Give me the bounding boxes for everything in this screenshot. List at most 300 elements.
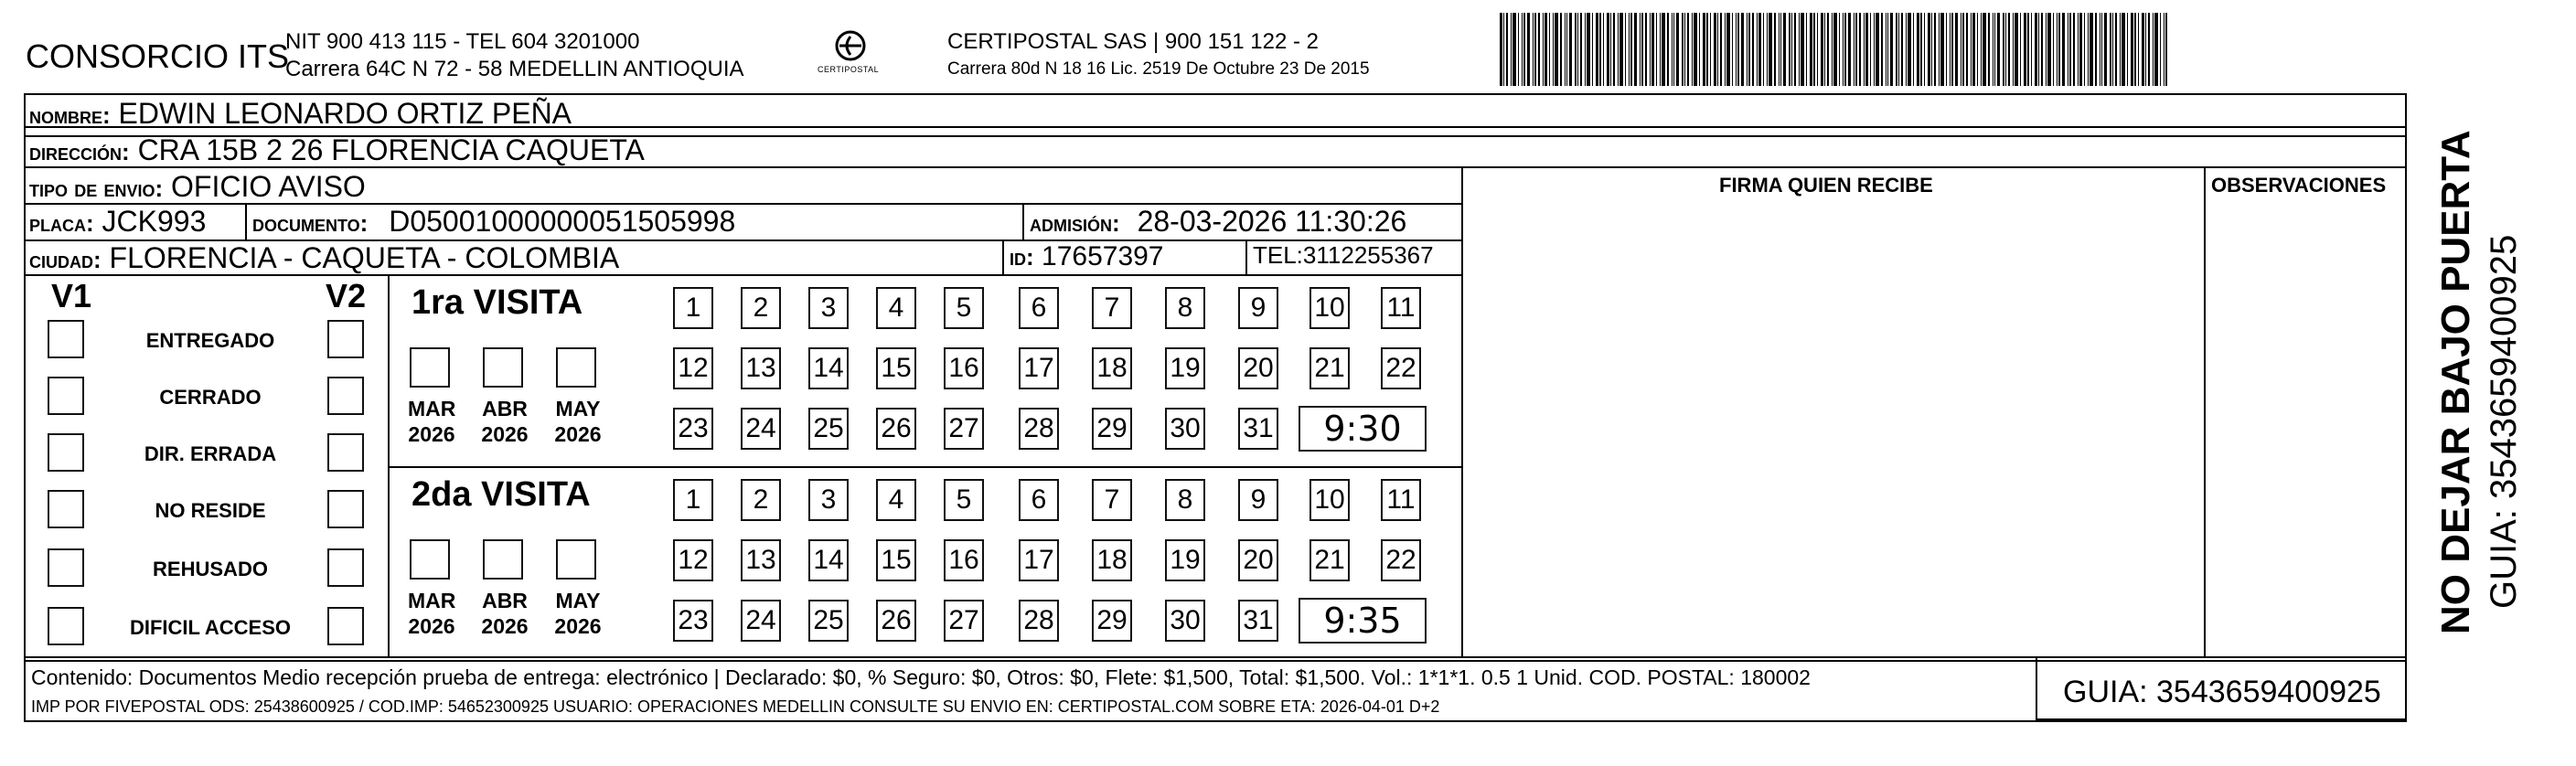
- barcode-bar: [2122, 13, 2125, 86]
- barcode-bar: [1645, 13, 1647, 86]
- barcode-bar: [2101, 13, 2102, 86]
- barcode-bar: [1610, 13, 1611, 86]
- day-box[interactable]: 31: [1238, 408, 1278, 450]
- barcode-bar: [1672, 13, 1673, 86]
- barcode-bar: [1629, 13, 1630, 86]
- barcode-bar: [1934, 13, 1936, 86]
- tipo-row: [29, 172, 366, 201]
- day-box[interactable]: 10: [1309, 479, 1350, 521]
- day-box[interactable]: 28: [1019, 408, 1059, 450]
- tipo-value: OFICIO AVISO: [171, 170, 366, 203]
- id-label: id:: [1010, 243, 1034, 271]
- day-box[interactable]: 11: [1381, 287, 1421, 329]
- barcode-bar: [1833, 13, 1837, 86]
- day-box[interactable]: 25: [808, 600, 849, 642]
- barcode-bar: [1931, 13, 1932, 86]
- tel-value: 3112255367: [1302, 241, 1434, 269]
- barcode-bar: [2115, 13, 2117, 86]
- barcode-bar: [1906, 13, 1907, 86]
- barcode-bar: [1518, 13, 1519, 86]
- month-year: 2026: [481, 422, 529, 446]
- day-box[interactable]: 24: [741, 408, 781, 450]
- barcode-bar: [2069, 13, 2071, 86]
- barcode-bar: [2035, 13, 2037, 86]
- admision-value: 28-03-2026 11:30:26: [1137, 205, 1407, 238]
- side-guia: GUIA: 3543659400925: [2484, 234, 2524, 609]
- day-box[interactable]: 26: [876, 600, 916, 642]
- barcode-bar: [1994, 13, 1995, 86]
- barcode-bar: [2015, 13, 2018, 86]
- month-year: 2026: [408, 422, 455, 446]
- day-box[interactable]: 4: [876, 287, 916, 329]
- admision-label: admisión:: [1030, 209, 1120, 237]
- barcode-bar: [2053, 13, 2054, 86]
- admision-row: [1030, 207, 1406, 236]
- barcode-bar: [1566, 13, 1567, 86]
- contenido-text: Contenido: Documentos Medio recepción prueba de entrega: electrónico | Declarado: $0, % Seguro: $0, Otros: $0, Flete: $1,500, Total: $1,500. Vol.: 1*1*1. 0.5 1 Unid. COD. POSTAL: 180002: [31, 665, 1811, 689]
- barcode-bar: [2041, 13, 2043, 86]
- day-box[interactable]: 6: [1019, 287, 1059, 329]
- status-v1-checkbox[interactable]: [48, 490, 84, 528]
- status-v1-checkbox[interactable]: [48, 377, 84, 415]
- barcode-bar: [1714, 13, 1716, 86]
- id-value: 17657397: [1042, 241, 1164, 271]
- status-v2-checkbox[interactable]: [327, 607, 364, 645]
- barcode-bar: [1928, 13, 1930, 86]
- barcode-bar: [1748, 13, 1750, 86]
- barcode-bar: [1864, 13, 1865, 86]
- barcode-bar: [2160, 13, 2161, 86]
- month-year: 2026: [481, 614, 529, 638]
- barcode-bar: [1577, 13, 1578, 86]
- day-box[interactable]: 11: [1381, 479, 1421, 521]
- barcode-bar: [1951, 13, 1953, 86]
- placa-label: placa:: [29, 209, 94, 237]
- barcode-bar: [1725, 13, 1726, 86]
- barcode-bar: [1549, 13, 1550, 86]
- day-box[interactable]: 27: [944, 408, 984, 450]
- barcode-bar: [1789, 13, 1790, 86]
- barcode-bar: [1806, 13, 1807, 86]
- visit-title: 1ra VISITA: [412, 283, 583, 322]
- barcode-bar: [2020, 13, 2021, 86]
- barcode-bar: [2110, 13, 2111, 86]
- day-box[interactable]: 10: [1309, 287, 1350, 329]
- barcode-bar: [1920, 13, 1922, 86]
- barcode-bar: [1613, 13, 1615, 86]
- barcode-bar: [1898, 13, 1899, 86]
- day-box[interactable]: 3: [808, 479, 849, 521]
- day-box[interactable]: 3: [808, 287, 849, 329]
- barcode-bar: [2062, 13, 2065, 86]
- barcode-bar: [1758, 13, 1761, 86]
- status-v2-checkbox[interactable]: [327, 548, 364, 587]
- documento-value: D05001000000051505998: [389, 205, 736, 238]
- day-box[interactable]: 13: [741, 347, 781, 389]
- ciudad-label: ciudad:: [29, 246, 102, 273]
- barcode-bar: [1741, 13, 1744, 86]
- status-label: NO RESIDE: [155, 499, 266, 522]
- barcode-bar: [1917, 13, 1919, 86]
- barcode-bar: [2120, 13, 2121, 86]
- barcode-bar: [1854, 13, 1855, 86]
- barcode-bar: [2145, 13, 2146, 86]
- month-checkbox[interactable]: [410, 539, 450, 580]
- month-label: MAR: [408, 589, 456, 612]
- day-box[interactable]: 31: [1238, 600, 1278, 642]
- barcode-bar: [1569, 13, 1572, 86]
- month-checkbox[interactable]: [556, 539, 596, 580]
- barcode-bar: [2005, 13, 2006, 86]
- side-text: [2420, 102, 2539, 651]
- barcode-bar: [2013, 13, 2014, 86]
- guia-footer: GUIA: 3543659400925: [2063, 675, 2381, 709]
- barcode-bar: [2138, 13, 2139, 86]
- certipostal-line2: Carrera 80d N 18 16 Lic. 2519 De Octubre 23 De 2015: [947, 59, 1370, 79]
- barcode-bar: [1599, 13, 1601, 86]
- documento-row: [252, 207, 735, 236]
- barcode-bar: [1736, 13, 1737, 86]
- day-box[interactable]: 26: [876, 408, 916, 450]
- barcode-bar: [1596, 13, 1598, 86]
- visit-time[interactable]: 9:35: [1299, 598, 1427, 644]
- day-box[interactable]: 15: [876, 347, 916, 389]
- barcode-bar: [1950, 13, 1951, 86]
- visit-title: 2da VISITA: [412, 475, 591, 514]
- barcode-bar: [1687, 13, 1689, 86]
- status-v1-checkbox[interactable]: [48, 548, 84, 587]
- ciudad-value: FLORENCIA - CAQUETA - COLOMBIA: [109, 241, 620, 274]
- barcode-bar: [1983, 13, 1986, 86]
- day-box[interactable]: 1: [673, 287, 713, 329]
- barcode-bar: [1824, 13, 1825, 86]
- barcode-bar: [1855, 13, 1857, 86]
- nombre-value: EDWIN LEONARDO ORTIZ PEÑA: [118, 97, 572, 130]
- placa-value: JCK993: [102, 205, 207, 238]
- barcode-bar: [1703, 13, 1705, 86]
- barcode-bar: [1839, 13, 1840, 86]
- barcode-bar: [1580, 13, 1582, 86]
- day-box[interactable]: 29: [1092, 408, 1132, 450]
- day-box[interactable]: 24: [741, 600, 781, 642]
- day-box[interactable]: 17: [1019, 539, 1059, 581]
- barcode-bar: [1726, 13, 1730, 86]
- v1-label: V1: [51, 277, 92, 314]
- barcode-bar: [1794, 13, 1796, 86]
- barcode-bar: [1747, 13, 1748, 86]
- company-name: CONSORCIO ITS: [26, 37, 290, 75]
- month-label: MAY: [555, 589, 601, 612]
- v2-label: V2: [326, 277, 367, 314]
- barcode-bar: [1779, 13, 1780, 86]
- tipo-label: tipo de envio:: [29, 175, 164, 202]
- day-box[interactable]: 27: [944, 600, 984, 642]
- barcode-bar: [1538, 13, 1540, 86]
- day-box[interactable]: 23: [673, 408, 713, 450]
- barcode-bar: [1844, 13, 1846, 86]
- month-label: MAY: [555, 397, 601, 420]
- barcode-bar: [1641, 13, 1643, 86]
- barcode-bar: [2024, 13, 2026, 86]
- day-box[interactable]: 20: [1238, 539, 1278, 581]
- direccion-label: dirección:: [29, 138, 130, 165]
- barcode-bar: [1533, 13, 1534, 86]
- barcode-bar: [1977, 13, 1978, 86]
- barcode-bar: [1585, 13, 1586, 86]
- barcode-bar: [1619, 13, 1623, 86]
- barcode-bar: [2090, 13, 2093, 86]
- status-label: ENTREGADO: [145, 329, 275, 352]
- barcode-bar: [2058, 13, 2060, 86]
- nombre-label: nombre:: [29, 101, 111, 129]
- barcode-bar: [1791, 13, 1792, 86]
- month-label: ABR: [482, 397, 528, 420]
- status-v2-checkbox[interactable]: [327, 433, 364, 472]
- barcode-bar: [1543, 13, 1544, 86]
- barcode-bar: [2154, 13, 2158, 86]
- barcode-bar: [1650, 13, 1651, 86]
- day-box[interactable]: 29: [1092, 600, 1132, 642]
- barcode-bar: [1757, 13, 1758, 86]
- barcode-bar: [1763, 13, 1764, 86]
- day-box[interactable]: 6: [1019, 479, 1059, 521]
- barcode-bar: [1962, 13, 1964, 86]
- barcode-bar: [1946, 13, 1947, 86]
- status-v2-checkbox[interactable]: [327, 377, 364, 415]
- barcode-bar: [1865, 13, 1868, 86]
- barcode-bar: [2003, 13, 2004, 86]
- barcode-bar: [1901, 13, 1903, 86]
- barcode-bar: [1522, 13, 1523, 86]
- company-nit: NIT 900 413 115 - TEL 604 3201000: [285, 29, 640, 54]
- logo-text: CERTIPOSTAL: [818, 65, 880, 74]
- month-label: MAR: [408, 397, 456, 420]
- barcode-bar: [1500, 13, 1502, 86]
- tel-row: [1253, 243, 1434, 267]
- barcode-bar: [1896, 13, 1897, 86]
- day-box[interactable]: 12: [673, 347, 713, 389]
- barcode-bar: [1699, 13, 1700, 86]
- barcode-bar: [1913, 13, 1914, 86]
- visit-time[interactable]: 9:30: [1299, 406, 1427, 452]
- barcode-bar: [1890, 13, 1893, 86]
- barcode-bar: [1527, 13, 1530, 86]
- day-box[interactable]: 4: [876, 479, 916, 521]
- tel-label: TEL:: [1253, 241, 1303, 269]
- day-box[interactable]: 18: [1092, 539, 1132, 581]
- barcode-bar: [1656, 13, 1657, 86]
- day-box[interactable]: 28: [1019, 600, 1059, 642]
- barcode-bar: [2084, 13, 2085, 86]
- barcode-bar: [1848, 13, 1851, 86]
- day-box[interactable]: 30: [1165, 600, 1205, 642]
- observaciones-header: OBSERVACIONES: [2211, 174, 2387, 197]
- day-box[interactable]: 13: [741, 539, 781, 581]
- barcode-bar: [1630, 13, 1632, 86]
- barcode-bar: [1881, 13, 1883, 86]
- day-box[interactable]: 22: [1381, 539, 1421, 581]
- day-box[interactable]: 7: [1092, 287, 1132, 329]
- day-box[interactable]: 18: [1092, 347, 1132, 389]
- day-box[interactable]: 16: [944, 347, 984, 389]
- form-table: [24, 93, 2407, 662]
- barcode-bar: [1799, 13, 1800, 86]
- barcode-bar: [2038, 13, 2039, 86]
- barcode-bar: [1545, 13, 1547, 86]
- day-box[interactable]: 9: [1238, 479, 1278, 521]
- day-box[interactable]: 19: [1165, 347, 1205, 389]
- day-box[interactable]: 21: [1309, 539, 1350, 581]
- month-checkbox[interactable]: [483, 539, 523, 580]
- barcode-bar: [1774, 13, 1776, 86]
- certipostal-logo: [814, 29, 887, 80]
- day-box[interactable]: 17: [1019, 347, 1059, 389]
- month-year: 2026: [554, 614, 602, 638]
- barcode-bar: [1783, 13, 1786, 86]
- barcode-bar: [1817, 13, 1818, 86]
- day-box[interactable]: 8: [1165, 287, 1205, 329]
- barcode-bar: [1874, 13, 1875, 86]
- barcode-bar: [2073, 13, 2075, 86]
- barcode-bar: [1618, 13, 1619, 86]
- barcode-bar: [1859, 13, 1861, 86]
- day-box[interactable]: 1: [673, 479, 713, 521]
- day-box[interactable]: 5: [944, 287, 984, 329]
- barcode-bar: [1587, 13, 1590, 86]
- barcode-bar: [1732, 13, 1733, 86]
- barcode-bar: [1682, 13, 1683, 86]
- barcode-bar: [1503, 13, 1504, 86]
- day-box[interactable]: 12: [673, 539, 713, 581]
- barcode-bar: [2031, 13, 2032, 86]
- barcode-bar: [1555, 13, 1558, 86]
- barcode-bar: [1832, 13, 1833, 86]
- placa-row: [29, 207, 206, 236]
- barcode-bar: [1684, 13, 1685, 86]
- barcode-bar: [1607, 13, 1609, 86]
- day-box[interactable]: 16: [944, 539, 984, 581]
- day-box[interactable]: 14: [808, 539, 849, 581]
- barcode-bar: [2165, 13, 2167, 86]
- barcode-bar: [1767, 13, 1768, 86]
- barcode-bar: [1971, 13, 1972, 86]
- barcode-bar: [1801, 13, 1804, 86]
- barcode-bar: [2047, 13, 2051, 86]
- documento-label: documento:: [252, 209, 369, 237]
- barcode-bar: [1640, 13, 1641, 86]
- barcode: [1500, 13, 2176, 86]
- day-box[interactable]: 23: [673, 600, 713, 642]
- barcode-bar: [1720, 13, 1722, 86]
- day-box[interactable]: 2: [741, 287, 781, 329]
- day-box[interactable]: 30: [1165, 408, 1205, 450]
- barcode-bar: [1821, 13, 1823, 86]
- barcode-bar: [2027, 13, 2029, 86]
- day-box[interactable]: 21: [1309, 347, 1350, 389]
- barcode-bar: [1575, 13, 1577, 86]
- barcode-bar: [1972, 13, 1975, 86]
- barcode-bar: [1966, 13, 1968, 86]
- barcode-bar: [2153, 13, 2154, 86]
- barcode-bar: [2131, 13, 2133, 86]
- status-label: DIR. ERRADA: [144, 442, 277, 465]
- barcode-bar: [2104, 13, 2107, 86]
- status-label: REHUSADO: [153, 558, 268, 580]
- status-v2-checkbox[interactable]: [327, 490, 364, 528]
- barcode-bar: [1694, 13, 1697, 86]
- day-box[interactable]: 2: [741, 479, 781, 521]
- barcode-bar: [1592, 13, 1593, 86]
- firma-header: FIRMA QUIEN RECIBE: [1719, 174, 1933, 197]
- id-row: [1010, 243, 1164, 271]
- barcode-bar: [1887, 13, 1888, 86]
- barcode-bar: [2088, 13, 2089, 86]
- month-label: ABR: [482, 589, 528, 612]
- barcode-bar: [1634, 13, 1637, 86]
- month-checkbox[interactable]: [483, 347, 523, 388]
- barcode-bar: [1692, 13, 1693, 86]
- day-box[interactable]: 15: [876, 539, 916, 581]
- day-box[interactable]: 5: [944, 479, 984, 521]
- barcode-bar: [1667, 13, 1669, 86]
- barcode-bar: [2008, 13, 2010, 86]
- day-box[interactable]: 9: [1238, 287, 1278, 329]
- day-box[interactable]: 8: [1165, 479, 1205, 521]
- status-v1-checkbox[interactable]: [48, 320, 84, 358]
- barcode-bar: [1769, 13, 1772, 86]
- barcode-bar: [1810, 13, 1812, 86]
- barcode-bar: [1886, 13, 1887, 86]
- barcode-bar: [1560, 13, 1562, 86]
- side-no-dejar: NO DEJAR BAJO PUERTA: [2433, 130, 2478, 634]
- ciudad-row: [29, 243, 619, 272]
- barcode-bar: [2078, 13, 2079, 86]
- barcode-bar: [1752, 13, 1754, 86]
- barcode-bar: [1625, 13, 1626, 86]
- barcode-bar: [1523, 13, 1525, 86]
- barcode-bar: [1908, 13, 1911, 86]
- barcode-bar: [2148, 13, 2150, 86]
- day-box[interactable]: 14: [808, 347, 849, 389]
- barcode-bar: [1534, 13, 1536, 86]
- barcode-bar: [1737, 13, 1739, 86]
- status-v1-checkbox[interactable]: [48, 433, 84, 472]
- barcode-bar: [1710, 13, 1711, 86]
- barcode-bar: [1651, 13, 1654, 86]
- day-box[interactable]: 22: [1381, 347, 1421, 389]
- day-box[interactable]: 7: [1092, 479, 1132, 521]
- barcode-bar: [2127, 13, 2128, 86]
- barcode-bar: [1813, 13, 1815, 86]
- barcode-bar: [1706, 13, 1708, 86]
- barcode-bar: [1997, 13, 2000, 86]
- day-box[interactable]: 25: [808, 408, 849, 450]
- barcode-bar: [1827, 13, 1829, 86]
- day-box[interactable]: 20: [1238, 347, 1278, 389]
- month-checkbox[interactable]: [410, 347, 450, 388]
- month-checkbox[interactable]: [556, 347, 596, 388]
- status-v2-checkbox[interactable]: [327, 320, 364, 358]
- status-v1-checkbox[interactable]: [48, 607, 84, 645]
- day-box[interactable]: 19: [1165, 539, 1205, 581]
- direccion-value: CRA 15B 2 26 FLORENCIA CAQUETA: [137, 133, 645, 166]
- month-year: 2026: [408, 614, 455, 638]
- barcode-bar: [1717, 13, 1718, 86]
- barcode-bar: [2095, 13, 2097, 86]
- barcode-bar: [1780, 13, 1781, 86]
- barcode-bar: [1870, 13, 1871, 86]
- barcode-bar: [1939, 13, 1940, 86]
